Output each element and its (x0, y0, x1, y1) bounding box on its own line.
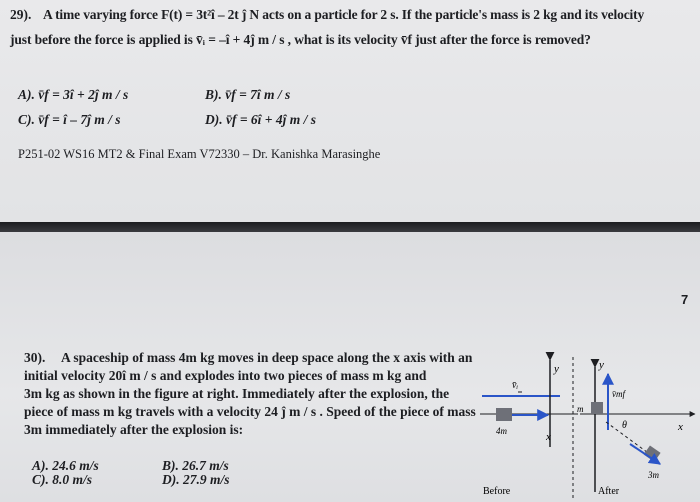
after-label: After (598, 486, 620, 497)
before-y-label: y (554, 363, 559, 375)
q30-option-c: C). 8.0 m/s (32, 472, 93, 487)
before-x-label: x (546, 431, 551, 443)
q30-text-line3: 3m kg as shown in the figure at right. Immediately after the explosion, the (24, 386, 450, 401)
piece-m (591, 402, 603, 414)
q30-text-line1: A spaceship of mass 4m kg moves in deep space along the x axis with an (61, 350, 473, 365)
piece-m-velocity-label: v̄mf (612, 389, 625, 399)
exam-source-footer: P251-02 WS16 MT2 & Final Exam V72330 – Dr. Kanishka Marasinghe (18, 147, 381, 161)
q30-option-a: A). 24.6 m/s (32, 458, 99, 473)
q30-text-line5: 3m immediately after the explosion is: (24, 422, 244, 437)
q29-option-d: D). v̄f = 6î + 4ĵ m / s (205, 112, 316, 127)
after-y-label: y (599, 359, 604, 371)
piece-3m-label: 3m (648, 470, 659, 480)
q30-option-d: D). 27.9 m/s (162, 472, 230, 487)
q29-option-c: C). v̄f = î – 7ĵ m / s (18, 112, 121, 127)
q29-option-a: A). v̄f = 3î + 2ĵ m / s (18, 87, 129, 102)
before-label: Before (483, 486, 511, 497)
q30-number: 30). (24, 350, 46, 365)
question-29-page (0, 0, 700, 222)
spaceship-4m (496, 408, 512, 421)
after-x-label: x (678, 421, 683, 433)
before-diagram (480, 360, 578, 497)
before-mass-label: 4m (496, 426, 507, 436)
question-30-page (0, 232, 700, 502)
q30-text-line4: piece of mass m kg travels with a velocity 24 ĵ m / s . Speed of the piece of mass (24, 404, 476, 419)
before-velocity-label: v̄ᵢ (512, 380, 519, 391)
page-gap-shadow (0, 222, 700, 232)
q30-text-line2: initial velocity 20î m / s and explodes into two pieces of mass m kg and (24, 368, 427, 383)
explosion-figure (470, 352, 700, 500)
q29-text-line2: just before the force is applied is v̄ᵢ = –î + 4ĵ m / s , what is its velocity v̄f just after the force is removed? (10, 32, 591, 47)
page-number: 7 (681, 292, 689, 307)
after-angle-label: θ (622, 420, 627, 431)
q30-option-b: B). 26.7 m/s (162, 458, 229, 473)
piece-m-label: m (577, 404, 584, 414)
q29-option-b: B). v̄f = 7î m / s (205, 87, 291, 102)
q29-text-line1: A time varying force F(t) = 3t²î – 2t ĵ N acts on a particle for 2 s. If the particle's mass is 2 kg and its velocity (43, 7, 645, 22)
after-diagram (577, 359, 695, 497)
q29-number: 29). (10, 7, 32, 22)
